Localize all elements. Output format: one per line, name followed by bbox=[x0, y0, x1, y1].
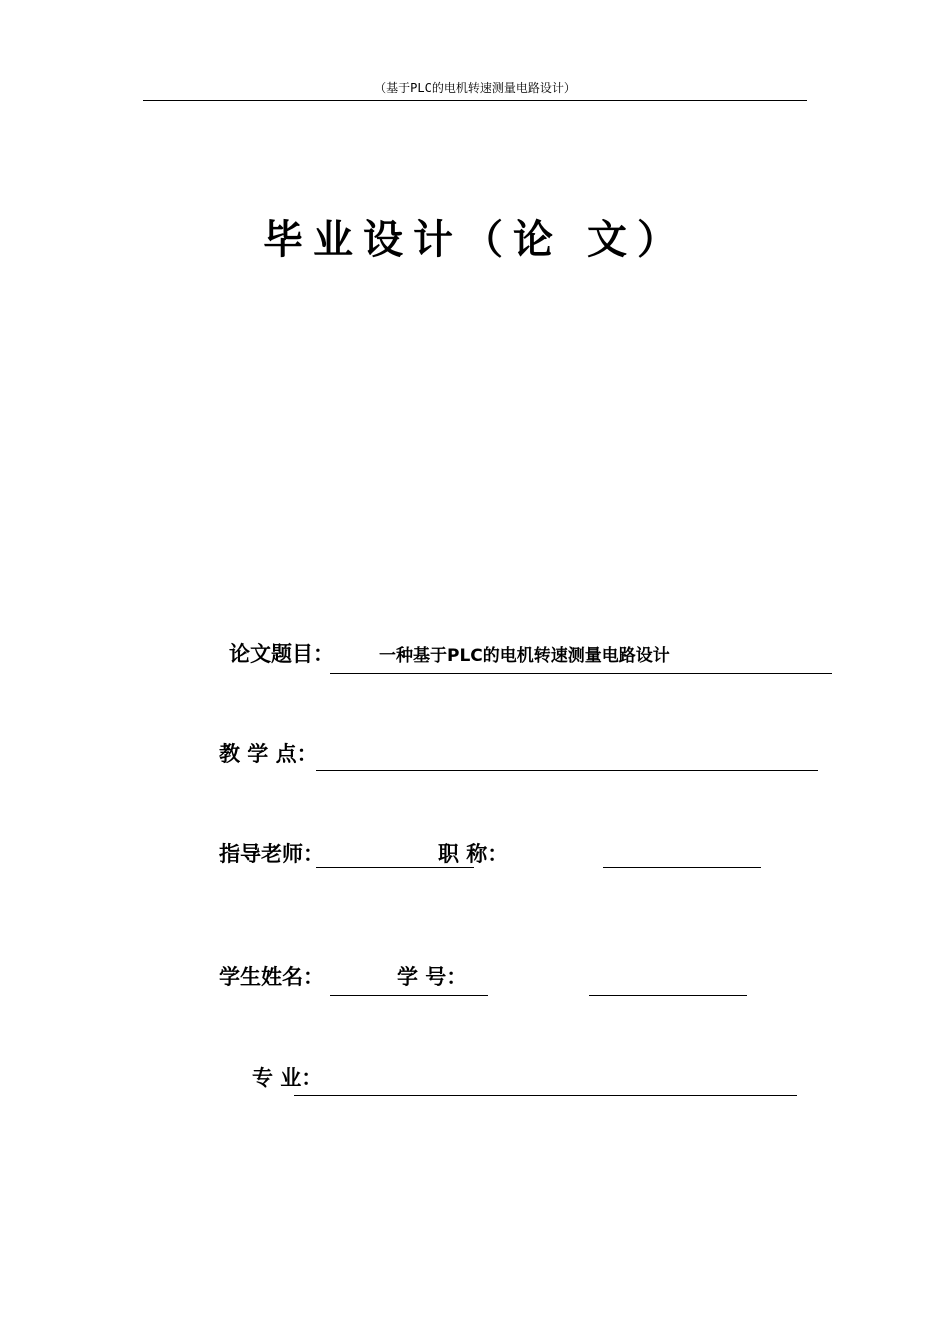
header-rule bbox=[143, 100, 807, 101]
thesis-title-underline bbox=[330, 673, 832, 674]
student-id-underline bbox=[589, 995, 747, 996]
thesis-title-label: 论文题目： bbox=[229, 642, 334, 666]
major-underline bbox=[294, 1095, 797, 1096]
rank-label: 职 称： bbox=[438, 842, 509, 866]
major-label: 专 业： bbox=[252, 1066, 323, 1090]
advisor-label: 指导老师： bbox=[219, 842, 324, 866]
student-id-label: 学 号： bbox=[397, 965, 468, 989]
running-header: （基于PLC的电机转速测量电路设计） bbox=[374, 81, 576, 95]
thesis-title-value: 一种基于PLC的电机转速测量电路设计 bbox=[379, 646, 670, 666]
teaching-site-underline bbox=[316, 770, 818, 771]
student-name-underline bbox=[330, 995, 488, 996]
student-name-label: 学生姓名： bbox=[219, 965, 324, 989]
teaching-site-label: 教 学 点： bbox=[219, 742, 318, 766]
rank-underline bbox=[603, 867, 761, 868]
cover-title: 毕业设计（论 文） bbox=[263, 217, 687, 263]
